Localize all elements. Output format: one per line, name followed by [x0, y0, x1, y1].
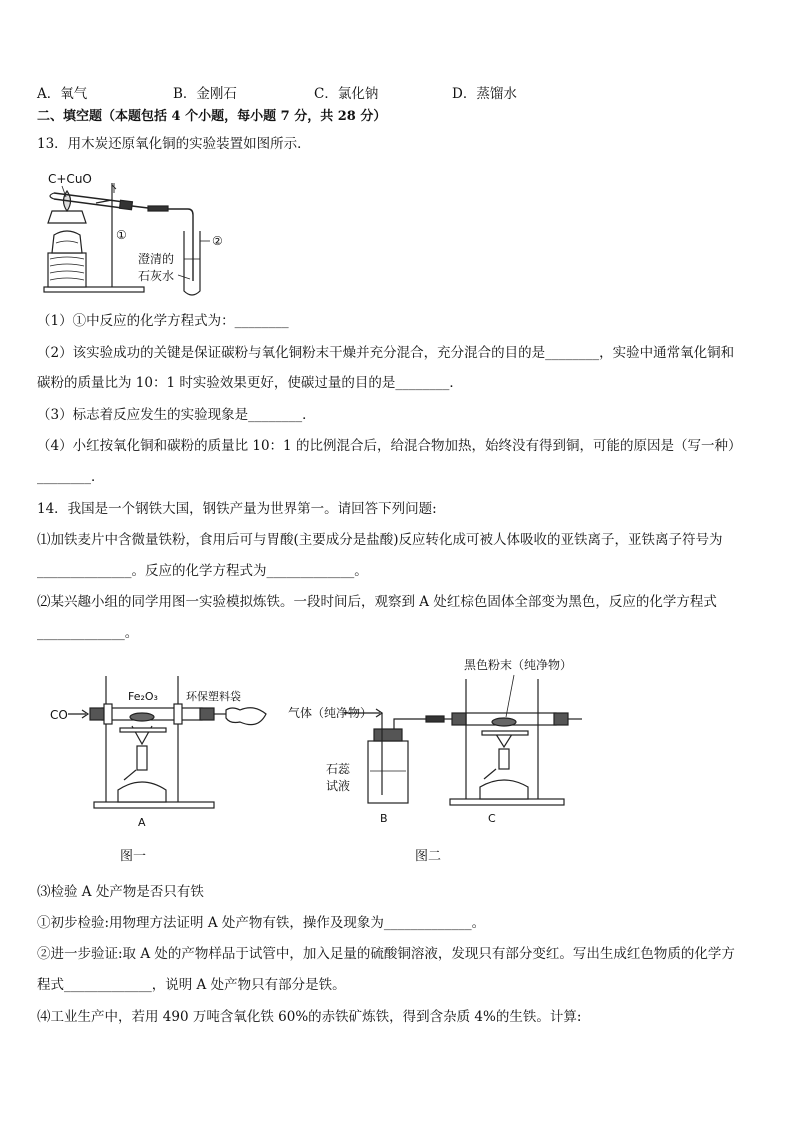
q13-part4-line2: ________．	[37, 469, 105, 485]
label-litmus-2: 试液	[326, 779, 351, 793]
label-reactants: C+CuO	[48, 172, 92, 186]
fe2o3-sample	[130, 713, 154, 721]
figure-2-caption: 图二	[415, 849, 442, 864]
black-powder-sample	[492, 718, 516, 726]
label-c: C	[488, 812, 496, 825]
marker-2: ②	[212, 234, 223, 248]
label-a: A	[138, 816, 146, 829]
q14-part3-item1: ①初步检验:用物理方法证明 A 处产物有铁，操作及现象为_____________。	[37, 915, 486, 931]
bottle-stopper	[374, 729, 402, 741]
label-limewater-1: 澄清的	[138, 252, 175, 266]
stopper-left	[90, 708, 104, 720]
burner-a	[118, 782, 166, 802]
label-co: CO	[50, 708, 68, 722]
q14-part1-line2: ______________。反应的化学方程式为_____________。	[37, 563, 368, 579]
q14-part3: ⑶检验 A 处产物是否只有铁	[37, 884, 204, 900]
q14-part3-item2-line2: 程式_____________，说明 A 处产物只有部分是铁。	[37, 977, 346, 993]
bottle-b	[368, 741, 408, 803]
q13-part4-line1: （4）小红按氧化铜和碳粉的质量比 10：1 的比例混合后，给混合物加热，始终没有得到铜，可能的原因是（写一种）	[37, 438, 742, 454]
q14-part3-item2-line1: ②进一步验证:取 A 处的产物样品于试管中，加入足量的硫酸铜溶液，发现只有部分变红。写出生成红色物质的化学方	[37, 946, 735, 962]
test-tube-1	[50, 193, 54, 199]
q14-part2-line2: _____________。	[37, 625, 139, 641]
q13-stem: 13．用木炭还原氧化铜的实验装置如图所示．	[37, 136, 311, 152]
label-limewater-2: 石灰水	[138, 269, 175, 283]
label-bag: 环保塑料袋	[186, 690, 241, 703]
q14-part2-line1: ⑵某兴趣小组的同学用图一实验模拟炼铁。一段时间后，观察到 A 处红棕色固体全部变为黑色，反应的化学方程式	[37, 594, 717, 610]
label-black-powder: 黑色粉末（纯净物）	[464, 658, 573, 672]
figure-1-caption: 图一	[120, 849, 147, 864]
stopper	[120, 200, 133, 209]
q14-stem: 14．我国是一个钢铁大国，钢铁产量为世界第一。请回答下列问题:	[37, 501, 437, 517]
figure-1-apparatus-a	[44, 670, 274, 840]
plastic-bag	[226, 708, 266, 725]
label-fe2o3: Fe₂O₃	[128, 690, 158, 703]
label-b: B	[380, 812, 388, 825]
test-tube-2	[184, 231, 200, 295]
base-c	[450, 799, 564, 805]
figure-2-apparatus-bc	[286, 655, 586, 840]
q13-apparatus-figure	[40, 163, 280, 303]
q13-part1: （1）①中反应的化学方程式为：________	[37, 313, 289, 329]
option-c: C．氯化钠	[314, 86, 379, 102]
label-litmus-1: 石蕊	[326, 762, 351, 776]
q13-part3: （3）标志着反应发生的实验现象是________．	[37, 407, 316, 423]
base-a	[94, 802, 214, 808]
rubber-tube	[148, 206, 168, 211]
q14-part4: ⑷工业生产中，若用 490 万吨含氧化铁 60%的赤铁矿炼铁，得到含杂质 4%的生铁。计算:	[37, 1009, 582, 1025]
option-d: D．蒸馏水	[452, 86, 517, 102]
q13-part2-line1: （2）该实验成功的关键是保证碳粉与氧化铜粉末干燥并充分混合，充分混合的目的是________，实验中通常氧化铜和	[37, 345, 735, 361]
burner-c	[480, 780, 528, 799]
label-gas: 气体（纯净物）	[288, 706, 373, 720]
option-b: B．金刚石	[173, 86, 237, 102]
option-a: A．氧气	[37, 86, 88, 102]
choice-options	[37, 82, 757, 100]
stopper-right	[200, 708, 214, 720]
section-heading: 二、填空题（本题包括 4 个小题，每小题 7 分，共 28 分）	[37, 109, 387, 124]
q14-part1-line1: ⑴加铁麦片中含微量铁粉，食用后可与胃酸(主要成分是盐酸)反应转化成可被人体吸收的亚铁离子，亚铁离子符号为	[37, 532, 723, 548]
alcohol-lamp	[52, 231, 82, 253]
marker-1: ①	[116, 228, 127, 242]
stand-base	[44, 287, 144, 292]
q13-part2-line2: 碳粉的质量比为 10：1 时实验效果更好，使碳过量的目的是________．	[37, 375, 463, 391]
